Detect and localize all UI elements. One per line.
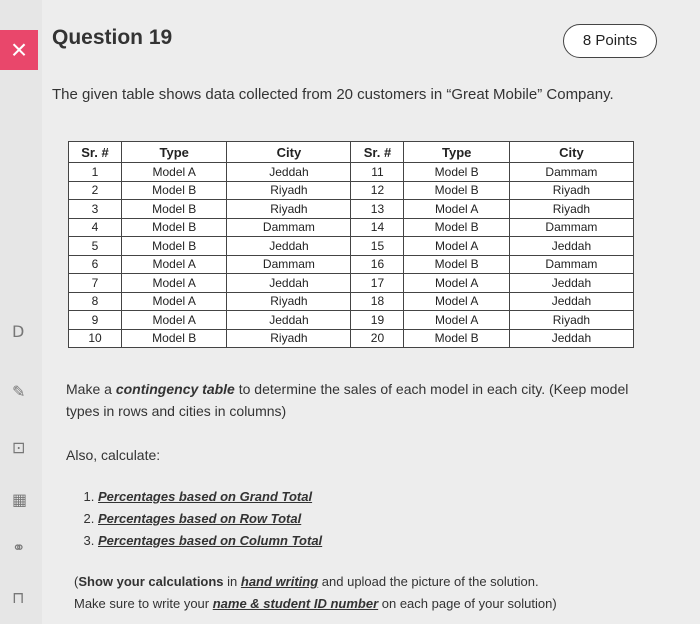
table-row bbox=[69, 274, 634, 293]
table-cell: Model A bbox=[122, 163, 227, 182]
submission-note: (Show your calculations in hand writing and upload the picture of the solution. Make sure to write your name & student ID number on each page of your solution) bbox=[74, 574, 557, 611]
intro-text: The given table shows data collected from 20 customers in “Great Mobile” Company. bbox=[52, 86, 614, 103]
table-cell: Model A bbox=[122, 255, 227, 274]
table-cell: Riyadh bbox=[227, 292, 351, 311]
table-cell: 5 bbox=[69, 237, 122, 256]
header-sr-1: Sr. # bbox=[69, 142, 122, 163]
left-toolbar bbox=[0, 0, 42, 624]
table-cell: 10 bbox=[69, 329, 122, 348]
table-cell: Dammam bbox=[227, 255, 351, 274]
table-cell: Model B bbox=[404, 181, 509, 200]
table-header-row bbox=[69, 142, 634, 163]
list-item: 2. Percentages based on Row Total bbox=[98, 508, 322, 530]
close-button[interactable]: × bbox=[0, 30, 38, 70]
table-cell: Riyadh bbox=[227, 181, 351, 200]
table-cell: 16 bbox=[351, 255, 404, 274]
table-row bbox=[69, 255, 634, 274]
table-cell: 9 bbox=[69, 311, 122, 330]
table-cell: 11 bbox=[351, 163, 404, 182]
instruction-text: Make a contingency table to determine the sales of each model in each city. (Keep model types in rows and cities in columns) bbox=[66, 381, 629, 419]
bookmark-icon[interactable]: ⊓ bbox=[12, 588, 25, 607]
table-cell: Dammam bbox=[509, 163, 633, 182]
table-cell: Riyadh bbox=[227, 329, 351, 348]
table-cell: 19 bbox=[351, 311, 404, 330]
table-cell: Model B bbox=[122, 218, 227, 237]
table-cell: Jeddah bbox=[509, 274, 633, 293]
table-cell: Model A bbox=[122, 292, 227, 311]
table-cell: Riyadh bbox=[509, 200, 633, 219]
calculation-list bbox=[80, 486, 322, 552]
header-city-1: City bbox=[227, 142, 351, 163]
table-cell: 8 bbox=[69, 292, 122, 311]
table-cell: Model B bbox=[404, 163, 509, 182]
table-cell: 13 bbox=[351, 200, 404, 219]
table-cell: Model B bbox=[404, 329, 509, 348]
table-cell: Model A bbox=[404, 200, 509, 219]
table-cell: 3 bbox=[69, 200, 122, 219]
table-cell: 6 bbox=[69, 255, 122, 274]
table-cell: 17 bbox=[351, 274, 404, 293]
table-cell: Model B bbox=[404, 255, 509, 274]
table-cell: Jeddah bbox=[509, 292, 633, 311]
document-icon[interactable]: D bbox=[12, 322, 25, 341]
table-cell: Jeddah bbox=[227, 163, 351, 182]
header-type-1: Type bbox=[122, 142, 227, 163]
table-cell: Model A bbox=[404, 274, 509, 293]
table-cell: 1 bbox=[69, 163, 122, 182]
table-cell: Model A bbox=[404, 237, 509, 256]
table-cell: Model B bbox=[122, 237, 227, 256]
pen-icon[interactable]: ✎ bbox=[12, 382, 26, 401]
table-cell: 20 bbox=[351, 329, 404, 348]
list-item: 3. Percentages based on Column Total bbox=[98, 530, 322, 552]
table-cell: Jeddah bbox=[227, 237, 351, 256]
table-cell: Jeddah bbox=[227, 311, 351, 330]
header-city-2: City bbox=[509, 142, 633, 163]
table-cell: 12 bbox=[351, 181, 404, 200]
table-cell: Dammam bbox=[227, 218, 351, 237]
table-row bbox=[69, 311, 634, 330]
table-cell: Model A bbox=[122, 311, 227, 330]
table-row bbox=[69, 163, 634, 182]
table-row bbox=[69, 181, 634, 200]
table-cell: 15 bbox=[351, 237, 404, 256]
table-cell: Model A bbox=[404, 311, 509, 330]
table-cell: Jeddah bbox=[227, 274, 351, 293]
table-cell: Model B bbox=[122, 200, 227, 219]
table-cell: Jeddah bbox=[509, 329, 633, 348]
link-icon[interactable]: ⚭ bbox=[12, 538, 26, 557]
table-cell: 14 bbox=[351, 218, 404, 237]
table-cell: Riyadh bbox=[509, 181, 633, 200]
table-cell: Model A bbox=[404, 292, 509, 311]
header-type-2: Type bbox=[404, 142, 509, 163]
table-row bbox=[69, 200, 634, 219]
also-calculate-label: Also, calculate: bbox=[66, 447, 161, 463]
table-row bbox=[69, 292, 634, 311]
table-cell: Dammam bbox=[509, 218, 633, 237]
table-cell: Model A bbox=[122, 274, 227, 293]
table-cell: 18 bbox=[351, 292, 404, 311]
table-cell: Riyadh bbox=[227, 200, 351, 219]
table-cell: Dammam bbox=[509, 255, 633, 274]
points-badge: 8 Points bbox=[563, 24, 657, 58]
question-title: Question 19 bbox=[52, 26, 173, 49]
table-cell: Jeddah bbox=[509, 237, 633, 256]
table-cell: 4 bbox=[69, 218, 122, 237]
customer-data-table bbox=[68, 141, 634, 348]
table-row bbox=[69, 329, 634, 348]
table-row bbox=[69, 218, 634, 237]
table-row bbox=[69, 237, 634, 256]
table-cell: Model B bbox=[404, 218, 509, 237]
grid-icon[interactable]: ▦ bbox=[12, 490, 28, 509]
contingency-table-term: contingency table bbox=[115, 381, 235, 397]
table-cell: 7 bbox=[69, 274, 122, 293]
table-cell: Model B bbox=[122, 329, 227, 348]
list-item: 1. Percentages based on Grand Total bbox=[98, 486, 322, 508]
table-cell: Model B bbox=[122, 181, 227, 200]
table-cell: 2 bbox=[69, 181, 122, 200]
table-cell: Riyadh bbox=[509, 311, 633, 330]
header-sr-2: Sr. # bbox=[351, 142, 404, 163]
expand-icon[interactable]: ⊡ bbox=[12, 438, 26, 457]
